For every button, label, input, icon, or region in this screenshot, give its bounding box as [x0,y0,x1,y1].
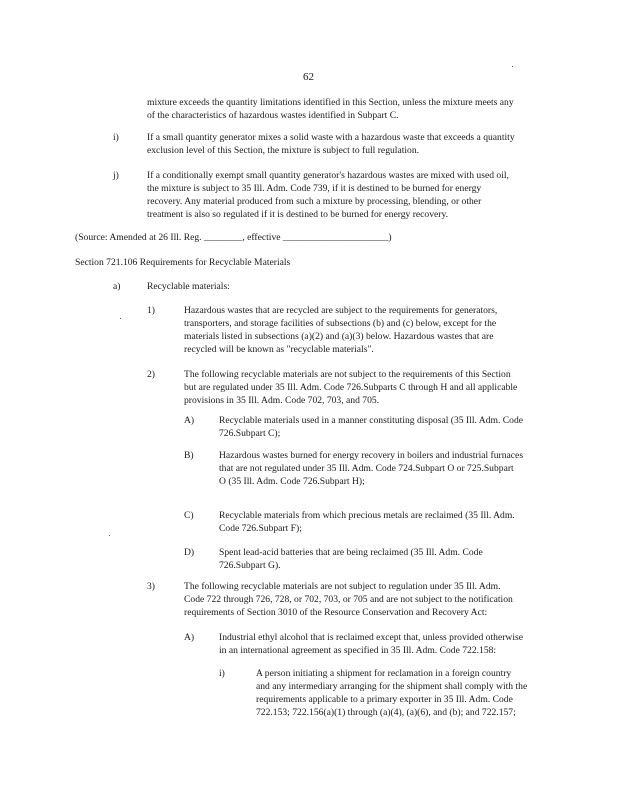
paragraph-line: O (35 Ill. Adm. Code 726.Subpart H); [219,476,365,487]
source-note: (Source: Amended at 26 Ill. Reg. ________, effective ______________________) [75,232,392,243]
page-number: 62 [303,71,314,83]
item-label: A) [184,415,195,426]
item-label: C) [184,510,194,521]
scan-speck [109,535,110,536]
paragraph-line: If a conditionally exempt small quantity generator's hazardous wastes are mixed with used oil, [147,170,509,181]
item-label: j) [113,170,119,181]
paragraph-line: but are regulated under 35 Ill. Adm. Code 726.Subparts C through H and all applicable [184,382,518,393]
paragraph-line: recycled will be known as "recyclable materials". [184,344,374,355]
continuation-line: of the characteristics of hazardous wastes identified in Subpart C. [147,110,399,121]
scan-speck [120,318,121,319]
paragraph-line: Hazardous wastes that are recycled are subject to the requirements for generators, [184,305,498,316]
paragraph-line: 726.Subpart G). [219,560,281,571]
paragraph-line: Industrial ethyl alcohol that is reclaimed except that, unless provided otherwise [219,632,523,643]
item-label: i) [113,132,119,143]
item-label: D) [184,547,195,558]
paragraph-line: Recyclable materials from which precious metals are reclaimed (35 Ill. Adm. [219,510,515,521]
item-label: 1) [147,305,155,316]
item-label: A) [184,632,195,643]
subsection-label: a) [113,281,121,292]
paragraph-line: recovery. Any material produced from such a mixture by processing, blending, or other [147,196,482,207]
paragraph-line: The following recyclable materials are not subject to the requirements of this Section [184,369,511,380]
subsection-title: Recyclable materials: [147,281,230,292]
paragraph-line: Code 722 through 726, 728, or 702, 703, or 705 and are not subject to the notification [184,594,513,605]
paragraph-line: transporters, and storage facilities of subsections (b) and (c) below, except for the [184,318,497,329]
paragraph-line: materials listed in subsections (a)(2) and (a)(3) below. Hazardous wastes that are [184,331,494,342]
paragraph-line: Recyclable materials used in a manner constituting disposal (35 Ill. Adm. Code [219,415,524,426]
paragraph-line: Spent lead-acid batteries that are being reclaimed (35 Ill. Adm. Code [219,547,483,558]
item-label: B) [184,450,194,461]
paragraph-line: Code 726.Subpart F); [219,523,302,534]
paragraph-line: If a small quantity generator mixes a solid waste with a hazardous waste that exceeds a quantity [147,132,515,143]
paragraph-line: provisions in 35 Ill. Adm. Code 702, 703, and 705. [184,395,380,406]
paragraph-line: A person initiating a shipment for reclamation in a foreign country [256,668,512,679]
paragraph-line: in an international agreement as specified in 35 Ill. Adm. Code 722.158: [219,645,497,656]
paragraph-line: The following recyclable materials are not subject to regulation under 35 Ill. Adm. [184,581,501,592]
paragraph-line: 726.Subpart C); [219,428,281,439]
paragraph-line: the mixture is subject to 35 Ill. Adm. Code 739, if it is destined to be burned for energy [147,183,482,194]
paragraph-line: requirements of Section 3010 of the Resource Conservation and Recovery Act: [184,607,488,618]
paragraph-line: Hazardous wastes burned for energy recovery in boilers and industrial furnaces [219,450,524,461]
paragraph-line: treatment is also so regulated if it is destined to be burned for energy recovery. [147,209,449,220]
section-heading: Section 721.106 Requirements for Recyclable Materials [75,257,291,268]
item-label: 2) [147,369,155,380]
scan-speck [512,66,513,67]
paragraph-line: and any intermediary arranging for the shipment shall comply with the [256,681,528,692]
paragraph-line: 722.153; 722.156(a)(1) through (a)(4), (a)(6), and (b); and 722.157; [256,707,516,718]
item-label: i) [219,668,225,679]
item-label: 3) [147,581,155,592]
paragraph-line: that are not regulated under 35 Ill. Adm. Code 724.Subpart O or 725.Subpart [219,463,514,474]
paragraph-line: requirements applicable to a primary exporter in 35 Ill. Adm. Code [256,694,513,705]
continuation-line: mixture exceeds the quantity limitations identified in this Section, unless the mixture meets any [147,97,514,108]
paragraph-line: exclusion level of this Section, the mixture is subject to full regulation. [147,145,420,156]
